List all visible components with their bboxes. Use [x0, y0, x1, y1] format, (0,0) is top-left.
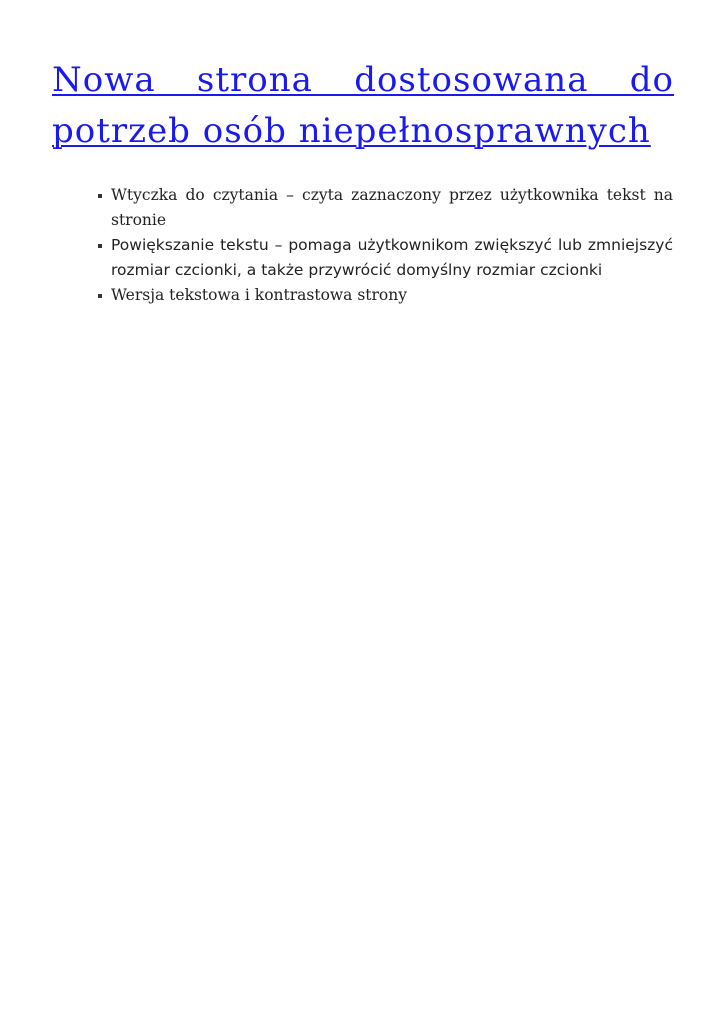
feature-list — [98, 183, 673, 308]
bullet-icon — [98, 294, 102, 298]
bullet-icon — [98, 194, 102, 198]
feature-text: Wtyczka do czytania – czyta zaznaczony przez użytkownika tekst na stronie — [111, 186, 673, 229]
list-item — [98, 183, 673, 233]
list-item — [98, 233, 673, 283]
bullet-icon — [98, 244, 102, 248]
article-title-link[interactable]: Nowa strona dostosowana do potrzeb osób niepełnosprawnych — [52, 60, 674, 151]
feature-text: Powiększanie tekstu – pomaga użytkownikom zwiększyć lub zmniejszyć rozmiar czcionki, a także przywrócić domyślny rozmiar czcionki — [111, 236, 673, 279]
list-item — [98, 283, 673, 308]
feature-text: Wersja tekstowa i kontrastowa strony — [111, 286, 408, 304]
article-title — [52, 55, 674, 157]
